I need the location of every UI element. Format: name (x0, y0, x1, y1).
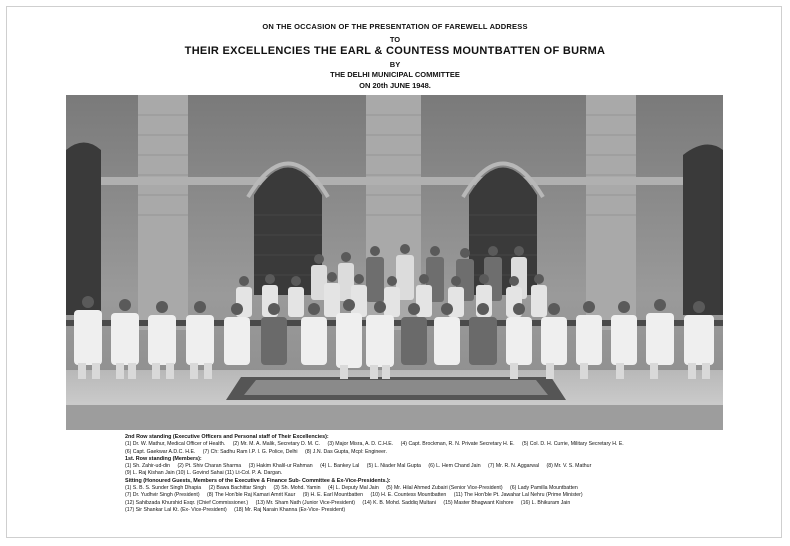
caption-entry: (4) L. Deputy Mal Jain (327, 485, 379, 492)
header-occasion: ON THE OCCASION OF THE PRESENTATION OF FAREWELL ADDRESS (262, 22, 528, 31)
caption-row1-line (125, 463, 725, 470)
caption-entry: (11) The Hon'ble Pt. Jawahar Lal Nehru (Prime Minister) (453, 492, 583, 499)
caption-entry: (14) K. B. Mohd. Saddiq Multani (362, 499, 436, 506)
caption-entry: (4) L. Bankey Lal (320, 463, 360, 470)
caption-row1-line (125, 470, 725, 477)
caption-entry: (1) S. B. S. Sunder Singh Dhapia (125, 485, 202, 492)
caption-entry: (16) L. Bhikuram Jain (520, 499, 571, 506)
caption-entry: (3) Sh. Mohd. Yamin (273, 485, 321, 492)
caption-entry: (2) Pt. Shiv Charan Sharma (177, 463, 242, 470)
group-photograph (66, 95, 723, 430)
caption-entry: (6) Lady Pamilla Mountbatten (510, 485, 578, 492)
caption-entry: (12) Sahibzada Khurshid Esqr. (Chief Commissioner.) (125, 499, 249, 506)
caption-entry: (15) Master Bhagwant Kishore (443, 499, 514, 506)
caption-entry: (4) Capt. Brockman, R. N. Private Secretary H. E. (400, 441, 515, 448)
caption-entry: (1) Sh. Zahir-ud-din (125, 463, 170, 470)
header-date: ON 20th JUNE 1948. (359, 81, 431, 90)
header-to: TO (389, 35, 401, 44)
group-photograph-icon (66, 95, 723, 430)
caption-sitting-line (125, 485, 725, 492)
caption-row2-line (125, 441, 725, 448)
caption-entry: (7) Ch: Sadhu Ram I.P. I. G. Police, Delhi (202, 448, 298, 455)
caption-entry: (17) Sir Shankar Lal Kt. (Ex- Vice-President) (125, 506, 227, 513)
caption-entry: (9) H. E. Earl Mountbatten (302, 492, 364, 499)
caption-sitting-line (125, 507, 725, 514)
caption-entry: (2) Bawa Bachittar Singh (208, 485, 266, 492)
caption-entry: (18) Mr. Raj Narain Khanna (Ex-Vice- President) (234, 506, 346, 513)
caption-entry: (8) The Hon'ble Raj Kamari Amrit Kaur (207, 492, 296, 499)
caption-entry: (6) L. Hem Chand Jain (428, 463, 481, 470)
caption-sitting-heading: Sitting (Honoured Guests, Members of the Executive & Finance Sub- Committee & Ex-Vice-Presidents.): (125, 477, 391, 484)
caption-sitting-line (125, 500, 725, 507)
caption-entry: (1) Dr. W. Mathur, Medical Officer of Health. (125, 441, 226, 448)
caption-entry: (6) Capt. Gaekwar A.D.C. H.E. (125, 448, 196, 455)
caption-entry: (3) Major Misra, A. D. C.H.E. (327, 441, 394, 448)
caption-row2-heading: 2nd Row standing (Executive Officers and Personal staff of Their Excellencies): (125, 434, 329, 440)
caption-row2-line (125, 449, 725, 456)
header-committee: THE DELHI MUNICIPAL COMMITTEE (330, 70, 460, 79)
caption-entry: (3) Hakim Khalil-ur Rahman (248, 463, 313, 470)
header-by: BY (389, 60, 401, 69)
caption-row1-heading: 1st. Row standing (Members): (125, 455, 202, 462)
caption-entry: (5) Col. D. H. Currie, Military Secretary H. E. (521, 441, 624, 448)
header-title: THEIR EXCELLENCIES THE EARL & COUNTESS MOUNTBATTEN OF BURMA (184, 45, 606, 57)
caption-entry: (5) Mr. Hilal Ahmed Zubairi (Senior Vice-President) (386, 485, 503, 492)
caption-entry: (7) Mr. R. N. Aggarwal (488, 463, 540, 470)
caption-entry: (2) Mr. M. A. Malik, Secretary D. M. C. (232, 441, 321, 448)
caption-entry: (9) L. Raj Kishan Jain (10) L. Govind Sahai (11) Lt-Col. P. A. Dargan. (125, 470, 283, 477)
caption-entry: (8) J.N. Das Gupta, Mcpl: Engineer. (305, 448, 387, 455)
caption-entry: (10) H. E. Countess Mountbatten (370, 492, 447, 499)
caption-entry: (5) L. Niader Mal Gupta (366, 463, 421, 470)
caption-entry: (13) Mr. Sham Nath (Junior Vice-President) (255, 499, 355, 506)
caption-entry: (8) Mr. V. S. Mathur (546, 463, 592, 470)
photo-caption (125, 434, 725, 514)
caption-sitting-line (125, 492, 725, 499)
caption-entry: (7) Dr. Yudhvir Singh (President) (125, 492, 200, 499)
